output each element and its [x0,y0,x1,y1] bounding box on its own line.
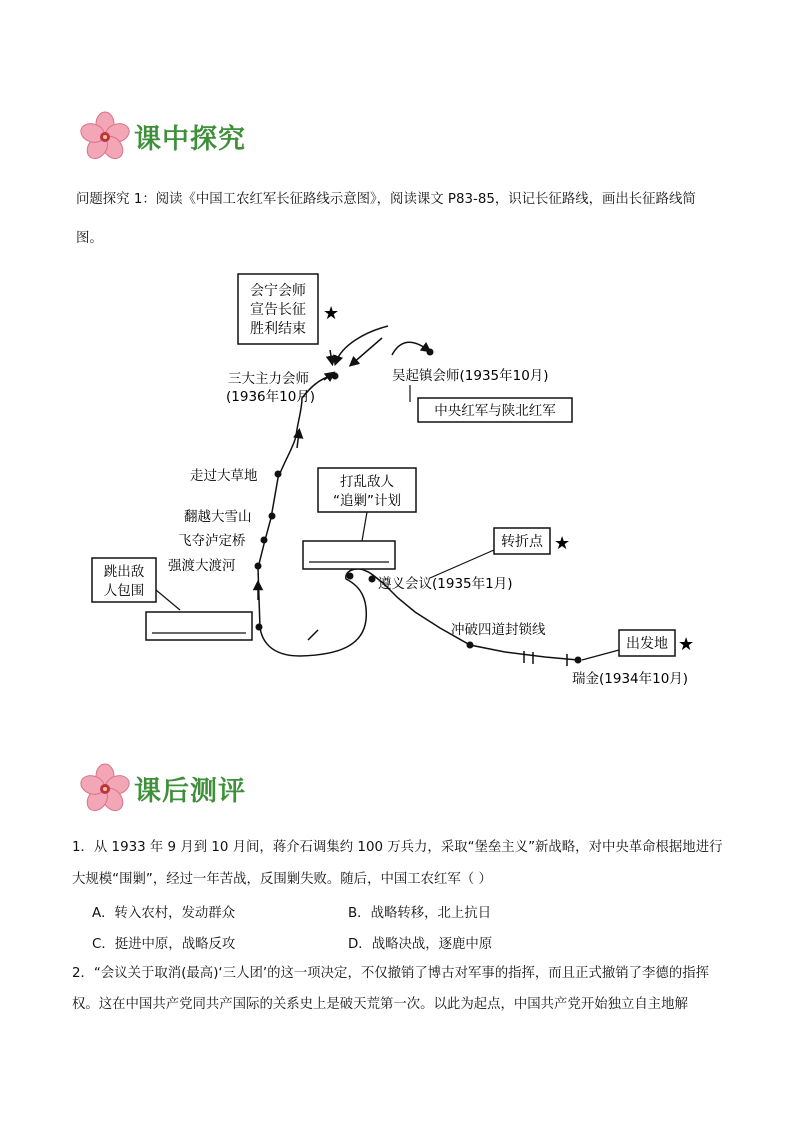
location-dot [275,471,282,478]
label-sanda: 三大主力会师 [228,371,309,387]
route-arrow [297,432,299,448]
location-dot [269,513,276,520]
section-heading-1 [76,110,246,162]
route-arrow [308,630,318,640]
box-zhongyang-text: 中央红军与陕北红军 [434,403,556,419]
connector-line [156,590,180,610]
label-dadu: 强渡大渡河 [168,558,236,574]
q1-option-b[interactable]: B．战略转移，北上抗日 [348,906,492,921]
box-huining-line3: 胜利结束 [250,321,306,337]
box-tiaochu-line1: 跳出敌 [103,564,145,580]
label-ruijin: 瑞金(1934年10月) [572,671,689,687]
label-zunyi: 遵义会议(1935年1月) [378,576,513,592]
long-march-diagram [0,260,794,700]
box-daluan-line2: “追剿”计划 [333,493,401,509]
location-dot [347,573,354,580]
box-huining-line1: 会宁会师 [250,283,306,299]
connector-line [362,512,367,541]
section-heading-2 [76,762,246,814]
box-daluan-line1: 打乱敌人 [340,474,394,490]
connector-line [582,650,619,660]
q1-line1: 1．从 1933 年 9 月到 10 月间，蒋介石调集约 100 万兵力，采取“堡垒主义”新战略，对中央革命根据地进行 [72,840,723,855]
location-dot [467,642,474,649]
location-dot [427,349,434,356]
flower-icon [76,762,134,814]
q2-line2: 权。这在中国共产党同共产国际的关系史上是破天荒第一次。以此为起点，中国共产党开始独立自主地解 [72,997,688,1012]
box-tiaochu-line2: 人包围 [103,583,145,599]
route-arrow [336,326,388,362]
route-arrow [392,342,428,355]
star-icon: ★ [323,303,340,324]
location-dot [575,657,582,664]
label-xueshan: 翻越大雪山 [184,509,252,525]
box-zhuanzhe-text: 转折点 [501,534,543,550]
route-arrow [352,338,382,364]
route-arrow [330,350,332,362]
box-chufa-text: 出发地 [626,636,668,652]
q1-option-c[interactable]: C．挺进中原，战略反攻 [92,937,236,952]
q2-line1: 2．“会议关于取消(最高)‘三人团’的这一项决定，不仅撤销了博古对军事的指挥，而且正式撤销了李德的指挥 [72,966,709,981]
label-sanda-date: (1936年10月) [226,389,316,405]
blank-box-1 [146,612,252,640]
section-title: 课后测评 [134,775,246,807]
label-chongpo: 冲破四道封锁线 [451,622,546,638]
location-dot [256,624,263,631]
label-luding: 飞夺泸定桥 [178,533,246,549]
location-dot [369,576,376,583]
location-dot [261,537,268,544]
label-wuqi: 吴起镇会师(1935年10月) [392,368,549,384]
connector-line [430,550,494,578]
q1-line2: 大规模“围剿”，经过一年苦战，反围剿失败。随后，中国工农红军（ ） [72,872,492,887]
q1-option-d[interactable]: D．战略决战，逐鹿中原 [348,937,493,952]
location-dot [255,563,262,570]
route-arrow [324,374,332,380]
location-dot [332,373,339,380]
star-icon: ★ [678,634,695,655]
box-huining-line2: 宣告长征 [250,302,306,318]
label-caodi: 走过大草地 [190,468,258,484]
q1-option-a[interactable]: A．转入农村，发动群众 [92,906,236,921]
blank-box-2 [303,541,395,569]
section-title: 课中探究 [134,123,246,155]
question-intro-line2: 图。 [76,231,103,246]
question-intro-line1: 问题探究 1：阅读《中国工农红军长征路线示意图》，阅读课文 P83-85，识记长征路线，画出长征路线简 [76,192,696,207]
star-icon: ★ [554,533,571,554]
flower-icon [76,110,134,162]
